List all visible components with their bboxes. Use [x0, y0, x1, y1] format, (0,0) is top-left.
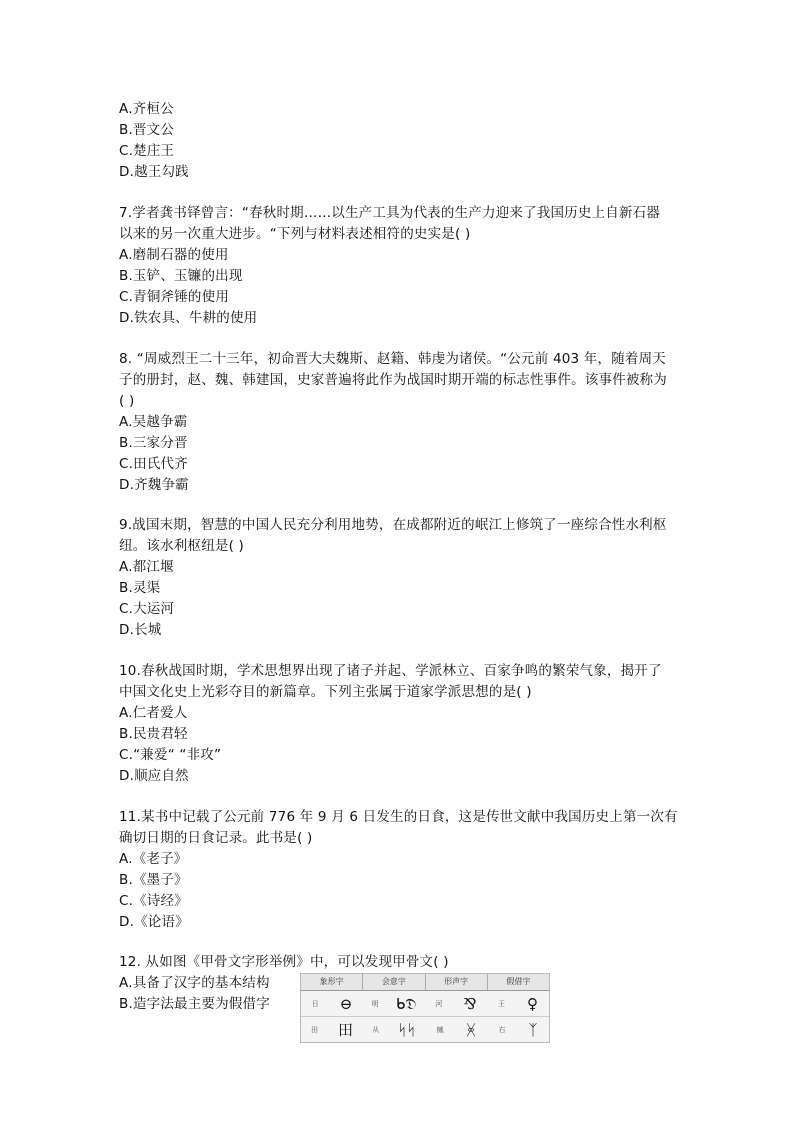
text-line: A.磨制石器的使用: [119, 247, 229, 263]
figure-header-pictograph: 象形字: [301, 974, 363, 990]
figure-header-row: [301, 974, 549, 991]
figure-cell: [487, 995, 549, 1013]
text-line: 7.学者龚书铎曾言：“春秋时期……以生产工具为代表的生产力迎来了我国历史上自新石器: [119, 205, 661, 221]
text-line: B.玉铲、玉镰的出现: [119, 268, 243, 284]
text-line: B.晋文公: [119, 122, 175, 138]
oracle-bone-script-figure: [300, 973, 550, 1043]
text-line: A.仁者爱人: [119, 705, 188, 721]
figure-header-ideograph: 会意字: [363, 974, 425, 990]
text-line: D.越王勾践: [119, 164, 189, 180]
character-label: 明: [371, 999, 379, 1008]
figure-header-loan-character: 假借字: [506, 977, 531, 986]
text-line: C.大运河: [119, 601, 175, 617]
oracle-glyph: ⊖: [339, 994, 353, 1013]
character-label: 田: [310, 1025, 318, 1034]
text-line: D.铁农具、牛耕的使用: [119, 310, 258, 326]
oracle-glyph: 田: [337, 1021, 353, 1039]
text-line: C.青铜斧锤的使用: [119, 289, 230, 305]
text-line: B.三家分晋: [119, 435, 188, 451]
text-line: B.《墨子》: [119, 872, 188, 888]
text-line: 11.某书中记载了公元前 776 年 9 月 6 日发生的日食，这是传世文献中我国历史上第一次有: [119, 809, 678, 825]
figure-cell: [301, 1019, 363, 1040]
text-line: ( ): [119, 393, 135, 409]
oracle-glyph: ᛋᛋ: [397, 1020, 416, 1039]
character-label: 河: [435, 999, 443, 1008]
text-line: C.楚庄王: [119, 143, 175, 159]
oracle-glyph: ᑲ𝔇: [395, 994, 417, 1013]
figure-header-phonosemantic: 形声字: [426, 974, 488, 990]
character-label: 槭: [436, 1025, 444, 1034]
oracle-glyph: ⅋: [463, 994, 477, 1013]
figure-row: [301, 991, 549, 1017]
text-line: 8. “周威烈王二十三年，初命晋大夫魏斯、赵籍、韩虔为诸侯。“公元前 403 年，随着周天: [119, 351, 667, 367]
text-line: 纽。该水利枢纽是( ): [119, 538, 245, 554]
text-line: B.造字法最主要为假借字: [119, 996, 270, 1012]
figure-cell: [363, 995, 425, 1013]
text-line: 子的册封，赵、魏、韩建国，史家普遍将此作为战国时期开端的标志性事件。该事件被称为: [119, 372, 667, 388]
text-line: 9.战国末期，智慧的中国人民充分利用地势，在成都附近的岷江上修筑了一座综合性水利枢: [119, 517, 667, 533]
text-line: A.齐桓公: [119, 101, 174, 117]
text-line: A.具备了汉字的基本结构: [119, 975, 270, 991]
character-label: 右: [498, 1025, 506, 1034]
figure-cell: [425, 1021, 487, 1039]
text-line: A.都江堰: [119, 559, 174, 575]
text-line: 以来的另一次重大进步。“下列与材料表述相符的史实是( ): [119, 226, 471, 242]
oracle-glyph: ♀: [527, 994, 538, 1013]
character-label: 王: [498, 999, 505, 1008]
character-label: 日: [311, 999, 319, 1008]
oracle-glyph: ᚸ: [466, 1020, 476, 1039]
text-line: A.吴越争霸: [119, 414, 188, 430]
figure-cell: [487, 1021, 549, 1039]
text-line: 确切日期的日食记录。此书是( ): [119, 830, 313, 846]
text-line: 12. 从如图《甲骨文字形举例》中，可以发现甲骨文( ): [119, 954, 449, 970]
text-line: D.齐魏争霸: [119, 477, 189, 493]
text-line: D.《论语》: [119, 914, 189, 930]
figure-cell: [363, 1021, 425, 1039]
figure-row: [301, 1017, 549, 1042]
text-line: 10.春秋战国时期，学术思想界出现了诸子并起、学派林立、百家争鸣的繁荣气象，揭开了: [119, 663, 662, 679]
text-line: B.灵渠: [119, 580, 161, 596]
text-line: C.田氏代齐: [119, 456, 188, 472]
text-line: 中国文化史上光彩夺目的新篇章。下列主张属于道家学派思想的是( ): [119, 684, 532, 700]
text-line: A.《老子》: [119, 851, 188, 867]
figure-cell: [301, 995, 363, 1013]
oracle-glyph: ᛉ: [528, 1020, 538, 1039]
text-line: C.“兼爱“ “非攻”: [119, 747, 222, 763]
text-line: D.顺应自然: [119, 768, 189, 784]
figure-cell: [425, 995, 487, 1013]
character-label: 从: [372, 1025, 380, 1034]
text-line: B.民贵君轻: [119, 726, 188, 742]
text-line: D.长城: [119, 622, 162, 638]
text-line: C.《诗经》: [119, 893, 188, 909]
